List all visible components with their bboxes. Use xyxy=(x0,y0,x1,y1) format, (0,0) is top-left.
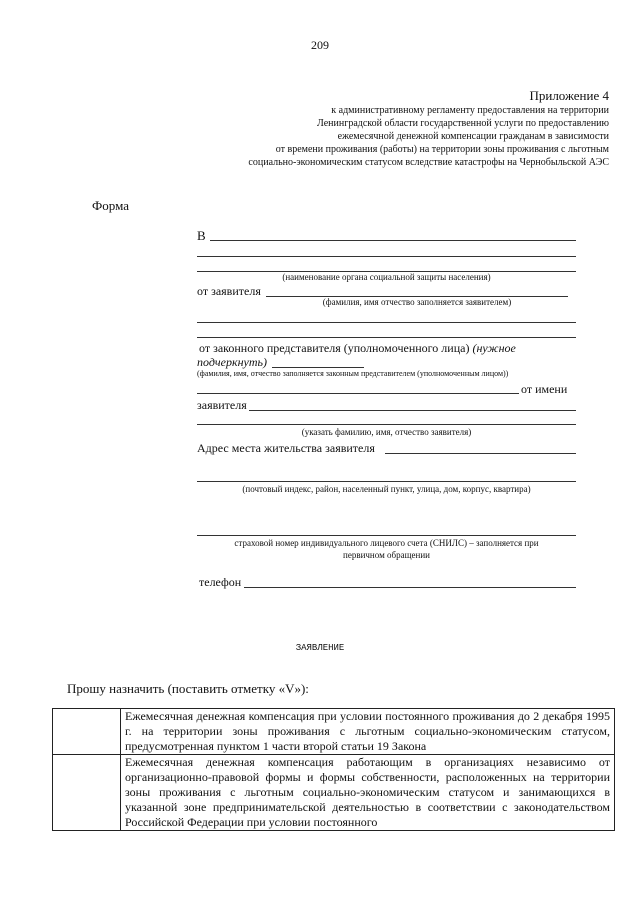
claim-text: Ежемесячная денежная компенсация работающим в организациях независимо от организационно-правовой формы и формы собственности, расположенных на территории зоны проживания с льготным социально-экономическим статусом и занимающихся в указанной зоне предпринимательской деятельностью в соответствии с законодательством Российской Федерации при условии постоянного xyxy=(121,755,615,831)
statement-title: ЗАЯВЛЕНИЕ xyxy=(295,643,345,653)
phone-label: телефон xyxy=(199,575,242,589)
representative-italic: (нужное xyxy=(472,341,516,355)
claim-row xyxy=(53,709,615,755)
address-label: Адрес места жительства заявителя xyxy=(197,441,375,455)
representative-caption: (фамилия, имя, отчество заполняется законным представителем (уполномоченным лицом)) xyxy=(197,369,509,378)
request-text: Прошу назначить (поставить отметку «V»): xyxy=(67,681,309,696)
address-field-line-1[interactable] xyxy=(385,453,576,454)
applicant-name-line-1[interactable] xyxy=(249,410,576,411)
snils-field-line[interactable] xyxy=(197,535,576,536)
applicant-caption: (фамилия, имя отчество заполняется заявителем) xyxy=(322,297,512,307)
claims-table xyxy=(52,708,615,831)
applicant-name-line-2[interactable] xyxy=(197,424,576,425)
underline-hint: подчеркнуть) xyxy=(197,355,267,369)
authority-field-line-1[interactable] xyxy=(210,240,576,241)
snils-caption-2: первичном обращении xyxy=(343,550,430,560)
annex-line-1: к административному регламенту предоставления на территории xyxy=(331,105,609,116)
to-prefix: В xyxy=(197,228,206,243)
claim-row xyxy=(53,755,615,831)
annex-line-5: социально-экономическим статусом вследствие катастрофы на Чернобыльской АЭС xyxy=(248,157,609,168)
on-behalf-line[interactable] xyxy=(197,393,519,394)
representative-text: от законного представителя (уполномоченного лица) xyxy=(199,341,470,355)
applicant-extra-line-2[interactable] xyxy=(197,337,576,338)
applicant-word: заявителя xyxy=(197,398,247,412)
annex-line-3: ежемесячной денежной компенсации гражданам в зависимости xyxy=(337,131,609,142)
representative-label xyxy=(199,341,516,356)
authority-caption: (наименование органа социальной защиты населения) xyxy=(282,272,491,282)
claim-checkbox[interactable] xyxy=(53,755,121,831)
representative-field-line[interactable] xyxy=(272,367,364,368)
address-caption: (почтовый индекс, район, населенный пункт, улица, дом, корпус, квартира) xyxy=(242,484,531,494)
address-field-line-2[interactable] xyxy=(197,481,576,482)
annex-line-2: Ленинградской области государственной услуги по предоставлению xyxy=(317,118,609,129)
annex-line-4: от времени проживания (работы) на территории зоны проживания с льготным xyxy=(275,144,609,155)
authority-field-line-2[interactable] xyxy=(197,256,576,257)
annex-title: Приложение 4 xyxy=(529,88,609,103)
claim-checkbox[interactable] xyxy=(53,709,121,755)
applicant-name-caption: (указать фамилию, имя, отчество заявителя) xyxy=(301,427,472,437)
phone-field-line[interactable] xyxy=(244,587,576,588)
claim-text: Ежемесячная денежная компенсация при условии постоянного проживания до 2 декабря 1995 г. на территории зоны проживания с льготным социально-экономическим статусом, предусмотренная пунктом 1 части второй статьи 19 Закона xyxy=(121,709,615,755)
from-applicant-label: от заявителя xyxy=(197,284,261,298)
snils-caption-1: страховой номер индивидуального лицевого счета (СНИЛС) – заполняется при xyxy=(234,538,539,548)
applicant-extra-line-1[interactable] xyxy=(197,322,576,323)
on-behalf-label: от имени xyxy=(521,382,568,396)
page-number: 209 xyxy=(311,38,329,52)
form-label: Форма xyxy=(92,198,129,213)
